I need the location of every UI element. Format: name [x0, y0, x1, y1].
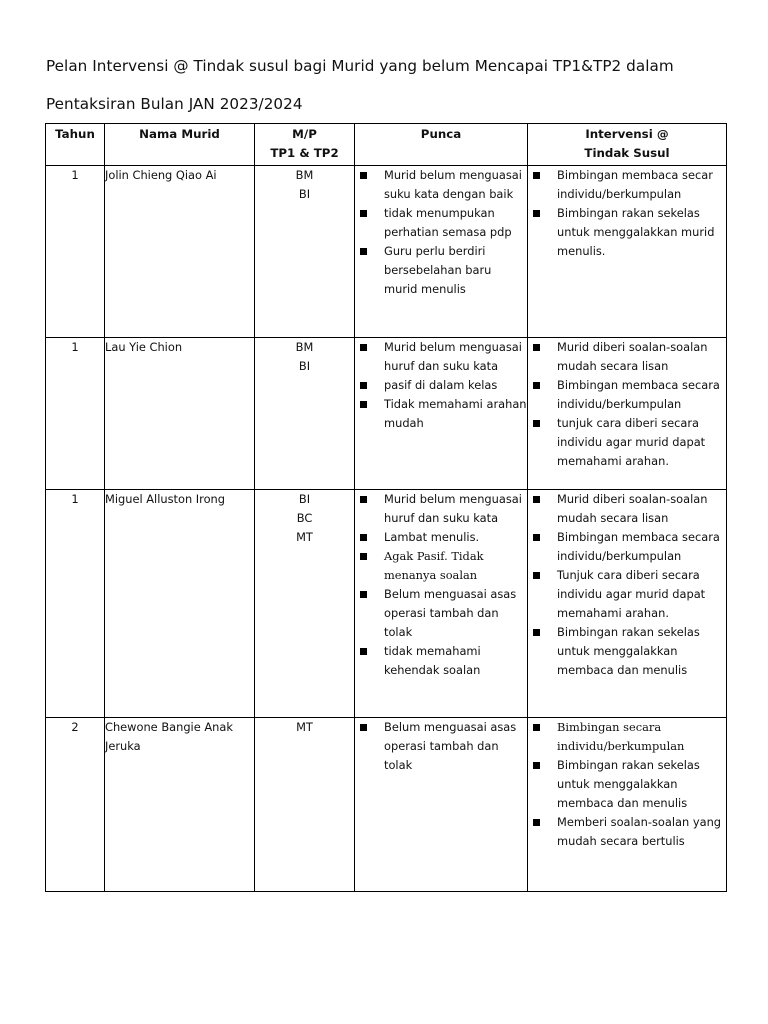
intervensi-list [528, 490, 726, 680]
punca-item: tidak menumpukan perhatian semasa pdp [355, 204, 527, 242]
intervensi-item: Murid diberi soalan-soalan mudah secara lisan [528, 338, 726, 376]
intervensi-item: Bimbingan membaca secara individu/berkumpulan [528, 376, 726, 414]
cell-tahun: 2 [46, 718, 105, 892]
square-bullet-icon [360, 496, 367, 503]
punca-item: pasif di dalam kelas [355, 376, 527, 395]
table-row [46, 490, 727, 718]
punca-list [355, 338, 527, 433]
square-bullet-icon [360, 591, 367, 598]
square-bullet-icon [360, 210, 367, 217]
header-nama-murid [105, 124, 255, 166]
square-bullet-icon [533, 210, 540, 217]
cell-nama-murid: Miguel Alluston Irong [105, 490, 255, 718]
mp-subject: BI [298, 492, 311, 506]
cell-punca [355, 718, 528, 892]
cell-mp [255, 718, 355, 892]
intervensi-list [528, 338, 726, 471]
square-bullet-icon [360, 534, 367, 541]
punca-item: tidak memahami kehendak soalan [355, 642, 527, 680]
cell-mp [255, 338, 355, 490]
square-bullet-icon [360, 172, 367, 179]
punca-item: Murid belum menguasai suku kata dengan baik [355, 166, 527, 204]
header-tahun-label: Tahun [55, 127, 95, 141]
square-bullet-icon [533, 629, 540, 636]
document-title-line-2: Pentaksiran Bulan JAN 2023/2024 [46, 95, 303, 113]
header-mp [255, 124, 355, 166]
intervensi-item: Bimbingan membaca secara individu/berkumpulan [528, 528, 726, 566]
intervensi-item: Murid diberi soalan-soalan mudah secara lisan [528, 490, 726, 528]
cell-nama-murid: Lau Yie Chion [105, 338, 255, 490]
intervensi-item: Bimbingan rakan sekelas untuk menggalakkan membaca dan menulis [528, 756, 726, 813]
intervensi-list [528, 718, 726, 851]
document-title-line-1: Pelan Intervensi @ Tindak susul bagi Murid yang belum Mencapai TP1&TP2 dalam [46, 57, 674, 75]
cell-intervensi [528, 338, 727, 490]
square-bullet-icon [533, 572, 540, 579]
square-bullet-icon [533, 762, 540, 769]
square-bullet-icon [533, 382, 540, 389]
header-tahun [46, 124, 105, 166]
table-row [46, 338, 727, 490]
cell-tahun: 1 [46, 166, 105, 338]
header-mp-label-2: TP1 & TP2 [270, 146, 339, 160]
cell-nama-murid: Jolin Chieng Qiao Ai [105, 166, 255, 338]
mp-subject: BI [298, 359, 311, 373]
square-bullet-icon [533, 819, 540, 826]
cell-intervensi [528, 166, 727, 338]
table-header-row [46, 124, 727, 166]
intervensi-item: Memberi soalan-soalan yang mudah secara bertulis [528, 813, 726, 851]
punca-item: Tidak memahami arahan mudah [355, 395, 527, 433]
square-bullet-icon [360, 401, 367, 408]
square-bullet-icon [360, 248, 367, 255]
square-bullet-icon [533, 172, 540, 179]
punca-item: Murid belum menguasai huruf dan suku kata [355, 490, 527, 528]
header-intervensi [528, 124, 727, 166]
punca-item: Belum menguasai asas operasi tambah dan tolak [355, 585, 527, 642]
punca-list [355, 166, 527, 299]
square-bullet-icon [533, 496, 540, 503]
header-intervensi-label-1: Intervensi @ [585, 127, 669, 141]
mp-subject: MT [296, 720, 313, 734]
mp-subject: BM [295, 168, 314, 182]
punca-item: Guru perlu berdiri bersebelahan baru murid menulis [355, 242, 527, 299]
mp-subject: BC [296, 511, 313, 525]
intervensi-item: Bimbingan membaca secar individu/berkumpulan [528, 166, 726, 204]
mp-subject: BI [298, 187, 311, 201]
punca-item: Belum menguasai asas operasi tambah dan tolak [355, 718, 527, 775]
punca-item: Agak Pasif. Tidak menanya soalan [355, 547, 527, 585]
intervention-table [45, 123, 727, 892]
square-bullet-icon [533, 534, 540, 541]
square-bullet-icon [533, 420, 540, 427]
intervensi-list [528, 166, 726, 261]
header-punca-label: Punca [420, 127, 462, 141]
punca-list [355, 490, 527, 680]
mp-subject: BM [295, 340, 314, 354]
punca-list [355, 718, 527, 775]
cell-mp [255, 490, 355, 718]
intervensi-item: tunjuk cara diberi secara individu agar murid dapat memahami arahan. [528, 414, 726, 471]
square-bullet-icon [360, 648, 367, 655]
cell-punca [355, 166, 528, 338]
mp-subject: MT [296, 530, 313, 544]
punca-item: Lambat menulis. [355, 528, 527, 547]
table-row [46, 166, 727, 338]
header-nama-label: Nama Murid [139, 127, 220, 141]
cell-tahun: 1 [46, 490, 105, 718]
header-mp-label-1: M/P [292, 127, 317, 141]
cell-nama-murid: Chewone Bangie Anak Jeruka [105, 718, 255, 892]
cell-tahun: 1 [46, 338, 105, 490]
square-bullet-icon [360, 724, 367, 731]
cell-intervensi [528, 718, 727, 892]
cell-punca [355, 338, 528, 490]
table-row [46, 718, 727, 892]
header-punca [355, 124, 528, 166]
intervensi-item: Bimbingan rakan sekelas untuk menggalakkan membaca dan menulis [528, 623, 726, 680]
square-bullet-icon [533, 344, 540, 351]
cell-punca [355, 490, 528, 718]
square-bullet-icon [360, 344, 367, 351]
header-intervensi-label-2: Tindak Susul [584, 146, 670, 160]
square-bullet-icon [360, 382, 367, 389]
punca-item: Murid belum menguasai huruf dan suku kata [355, 338, 527, 376]
intervensi-item: Bimbingan rakan sekelas untuk menggalakkan murid menulis. [528, 204, 726, 261]
square-bullet-icon [360, 553, 367, 560]
intervensi-item: Tunjuk cara diberi secara individu agar murid dapat memahami arahan. [528, 566, 726, 623]
cell-intervensi [528, 490, 727, 718]
cell-mp [255, 166, 355, 338]
intervensi-item: Bimbingan secara individu/berkumpulan [528, 718, 726, 756]
square-bullet-icon [533, 724, 540, 731]
